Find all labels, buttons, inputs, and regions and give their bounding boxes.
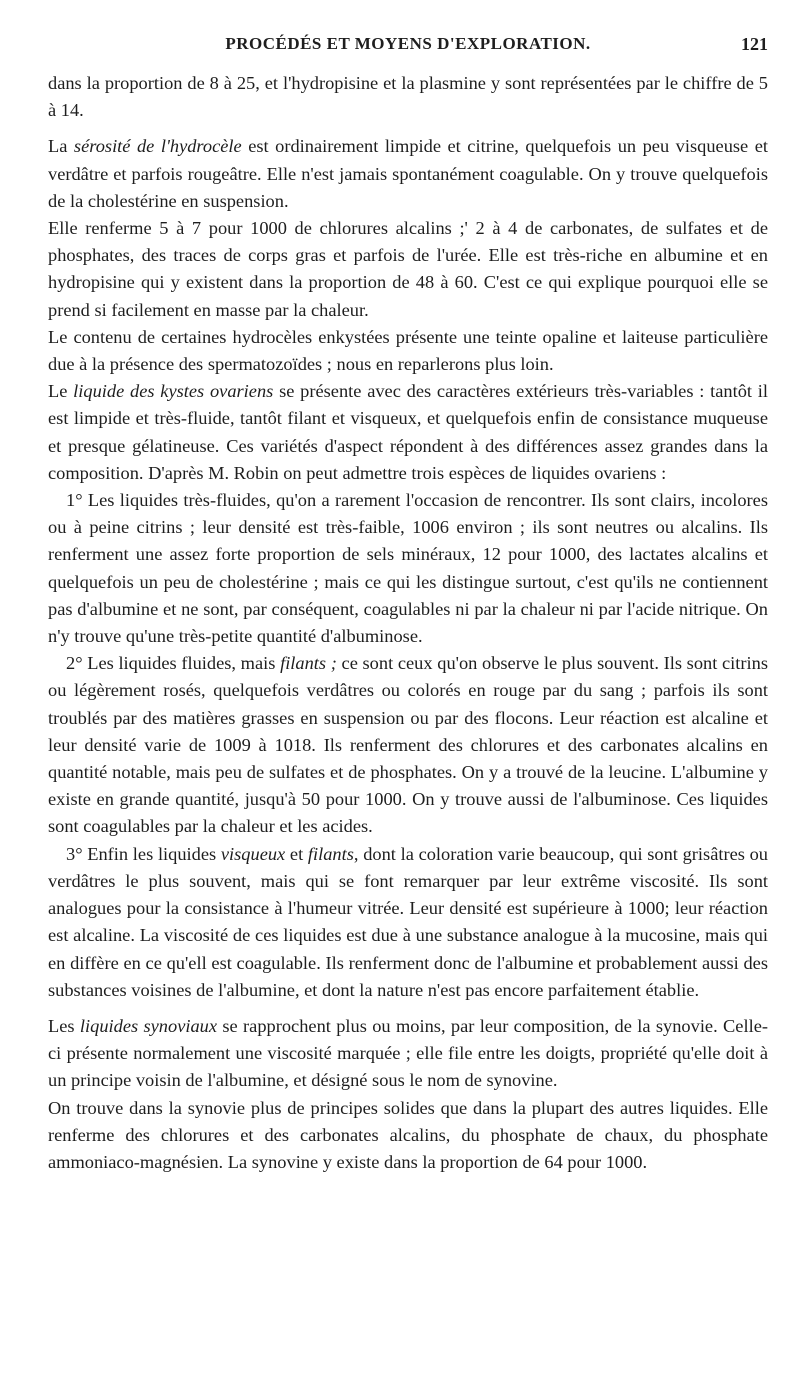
running-title: PROCÉDÉS ET MOYENS D'EXPLORATION. — [225, 34, 591, 53]
paragraph-lead: La — [48, 136, 74, 157]
paragraph-text: ce sont ceux qu'on observe le plus souvent. Ils sont citrins ou légèrement rosés, quelquefois verdâtres ou colorés en rouge par du sang ; parfois ils sont troublés par des matières grasses en suspension ou par des flocons. Leur réaction est alcaline et leur densité varie de 1009 à 1018. Ils renferment des chlorures et des carbonates alcalins en quantité notable, mais peu de sulfates et de phosphates. On y a trouvé de la leucine. L'albumine y existe en grande quantité, jusqu'à 50 pour 1000. On y trouve aussi de l'albuminose. Ces liquides sont coagulables par la chaleur et les acides. — [48, 653, 768, 837]
paragraph-text: dans la proportion de 8 à 25, et l'hydropisine et la plasmine y sont représentées par le chiffre de 5 à 14. — [48, 73, 768, 121]
paragraph-text: Elle renferme 5 à 7 pour 1000 de chlorures alcalins ;' 2 à 4 de carbonates, de sulfates et de phosphates, des traces de corps gras et parfois de l'urée. Elle est très-riche en albumine et en hydropisine qui y existent dans la proportion de 48 à 60. C'est ce qui explique pourquoi elle se prend si facilement en masse par la chaleur. — [48, 218, 768, 320]
paragraph-hydrocele — [48, 133, 768, 215]
paragraph-lead: 3° Enfin les liquides — [66, 843, 221, 864]
term-sérosité: sérosité de l'hydrocèle — [73, 136, 242, 157]
paragraph-text: se rapprochent plus ou moins, par leur composition, de la synovie. Celle-ci présente normalement une viscosité marquée ; elle file entre les doigts, propriété qu'elle doit à un principe voisin de l'albumine, et désigné sous le nom de synovine. — [48, 1015, 768, 1091]
term-liquide-kystes: liquide des kystes ovariens — [73, 381, 274, 402]
page-number: 121 — [741, 34, 768, 54]
paragraph-text: Le contenu de certaines hydrocèles enkystées présente une teinte opaline et laiteuse particulière due à la présence des spermatozoïdes ; nous en reparlerons plus loin. — [48, 326, 768, 375]
paragraph-text: se présente avec des caractères extérieurs très-variables : tantôt il est limpide et très-fluide, tantôt filant et visqueux, et quelquefois enfin de consistance muqueuse et presque gélatineuse. Ces variétés d'aspect répondent à des différences assez grandes dans la composition. D'après M. Robin on peut admettre trois espèces de liquides ovariens : — [48, 381, 768, 483]
paragraph-synoviaux — [48, 1013, 768, 1095]
book-page — [48, 34, 768, 1176]
paragraph-liquides-filants — [48, 650, 768, 840]
term-filants: filants ; — [280, 653, 337, 674]
paragraph-liquides-tres-fluides — [48, 487, 768, 650]
paragraph-mid: et — [285, 843, 308, 864]
running-header — [48, 34, 768, 62]
paragraph-text: On trouve dans la synovie plus de principes solides que dans la plupart des autres liquides. Elle renferme des chlorures et des carbonates alcalins, du phosphate de chaux, du phosphate ammoniaco-magnésien. La synovine y existe dans la proportion de 64 pour 1000. — [48, 1097, 768, 1172]
term-liquides-synoviaux: liquides synoviaux — [79, 1015, 218, 1036]
paragraph-text: 1° Les liquides très-fluides, qu'on a rarement l'occasion de rencontrer. Ils sont clairs, incolores ou à peine citrins ; leur densité est très-faible, 1006 environ ; ils sont neutres ou alcalins. Ils renferment une assez forte proportion de sels minéraux, 12 pour 1000, des lactates alcalins et quelquefois un peu de cholestérine ; mais ce qui les distingue surtout, c'est qu'ils ne contiennent pas d'albumine et ne sont, par conséquent, coagulables ni par la chaleur ni par l'acide nitrique. On n'y trouve qu'une très-petite quantité d'albuminose. — [48, 490, 768, 647]
paragraph-continuation — [48, 70, 768, 124]
paragraph-liquides-visqueux — [48, 841, 768, 1004]
term-filants-2: filants — [307, 843, 354, 864]
paragraph-enkystees — [48, 324, 768, 378]
paragraph-lead: Le — [48, 381, 74, 402]
paragraph-lead: Les — [48, 1015, 80, 1036]
paragraph-lead: 2° Les liquides fluides, mais — [66, 653, 281, 674]
paragraph-kystes-ovariens — [48, 378, 768, 487]
term-visqueux: visqueux — [220, 843, 286, 864]
paragraph-synovie — [48, 1095, 768, 1177]
paragraph-composition — [48, 215, 768, 324]
paragraph-text: , dont la coloration varie beaucoup, qui sont grisâtres ou verdâtres le plus souvent, mais qui se font remarquer par leur extrême viscosité. Ils sont analogues pour la consistance à l'humeur vitrée. Leur densité est supérieure à 1000; leur réaction est alcaline. La viscosité de ces liquides est due à une substance analogue à la mucosine, mais qui en diffère en ce qu'ell est coagulable. Ils renferment donc de l'albumine et probablement aussi des substances voisines de l'albumine, et dont la nature n'est pas encore parfaitement établie. — [48, 843, 769, 1000]
paragraph-text: est ordinairement limpide et citrine, quelquefois un peu visqueuse et verdâtre et parfois rougeâtre. Elle n'est jamais spontanément coagulable. On y trouve quelquefois de la cholestérine en suspension. — [48, 136, 768, 211]
